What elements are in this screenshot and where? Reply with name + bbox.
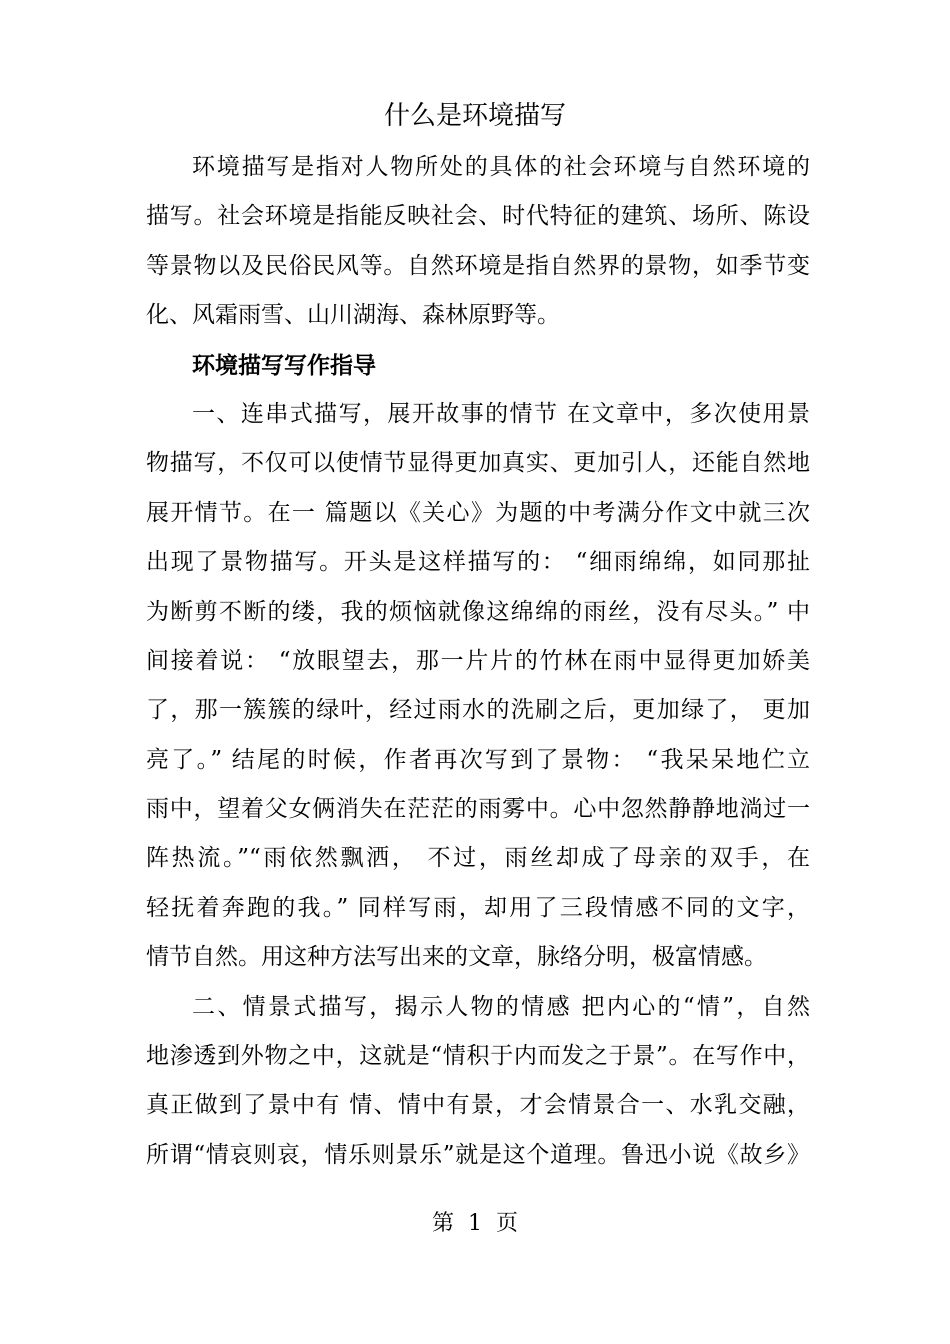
- body-text-line: 描写。社会环境是指能反映社会、时代特征的建筑、场所、陈设: [146, 203, 810, 230]
- page-number-footer: 第 1 页: [432, 1211, 518, 1236]
- body-text-line: 真正做到了景中有 情、情中有景，才会情景合一、水乳交融，: [146, 1092, 810, 1119]
- body-text-line: 环境描写是指对人物所处的具体的社会环境与自然环境的: [192, 154, 810, 180]
- document-title: 什么是环境描写: [383, 101, 566, 131]
- body-text-line: 化、风霜雨雪、山川湖海、森林原野等。: [146, 302, 560, 329]
- body-text-line: 出现了景物描写。开头是这样描写的： “细雨绵绵，如同那扯: [146, 549, 810, 576]
- body-text-line: 了，那一簇簇的绿叶，经过雨水的洗刷之后，更加绿了， 更加: [146, 697, 810, 724]
- document-body: [146, 143, 810, 1180]
- body-text-line: 雨中，望着父女俩消失在茫茫的雨雾中。心中忽然静静地淌过一: [146, 796, 810, 823]
- body-text-line: 亮了。” 结尾的时候，作者再次写到了景物： “我呆呆地伫立: [146, 746, 810, 773]
- body-text-line: 一、连串式描写，展开故事的情节 在文章中，多次使用景: [192, 400, 810, 427]
- body-text-line: 二、情景式描写，揭示人物的情感 把内心的“情”，自然: [192, 993, 810, 1020]
- body-text-line: 情节自然。用这种方法写出来的文章，脉络分明，极富情感。: [146, 944, 767, 971]
- body-text-line: 为断剪不断的缕，我的烦恼就像这绵绵的雨丝，没有尽头。” 中: [146, 598, 810, 625]
- body-text-line: 地渗透到外物之中，这就是“情积于内而发之于景”。在写作中，: [146, 1043, 810, 1070]
- body-text-line: 展开情节。在一 篇题以《关心》为题的中考满分作文中就三次: [146, 499, 810, 526]
- body-text-line: 阵热流。”“雨依然飘洒， 不过，雨丝却成了母亲的双手，在: [146, 845, 810, 872]
- body-text-line: 物描写，不仅可以使情节显得更加真实、更加引人，还能自然地: [146, 450, 810, 477]
- body-text-line: 等景物以及民俗民风等。自然环境是指自然界的景物，如季节变: [146, 252, 810, 279]
- body-text-line: 间接着说： “放眼望去，那一片片的竹林在雨中显得更加娇美: [146, 647, 810, 674]
- body-text-line: 所谓“情哀则哀，情乐则景乐”就是这个道理。鲁迅小说《故乡》: [146, 1141, 810, 1168]
- body-text-line: 轻抚着奔跑的我。” 同样写雨，却用了三段情感不同的文字，: [146, 894, 810, 921]
- section-heading: 环境描写写作指导: [192, 351, 376, 379]
